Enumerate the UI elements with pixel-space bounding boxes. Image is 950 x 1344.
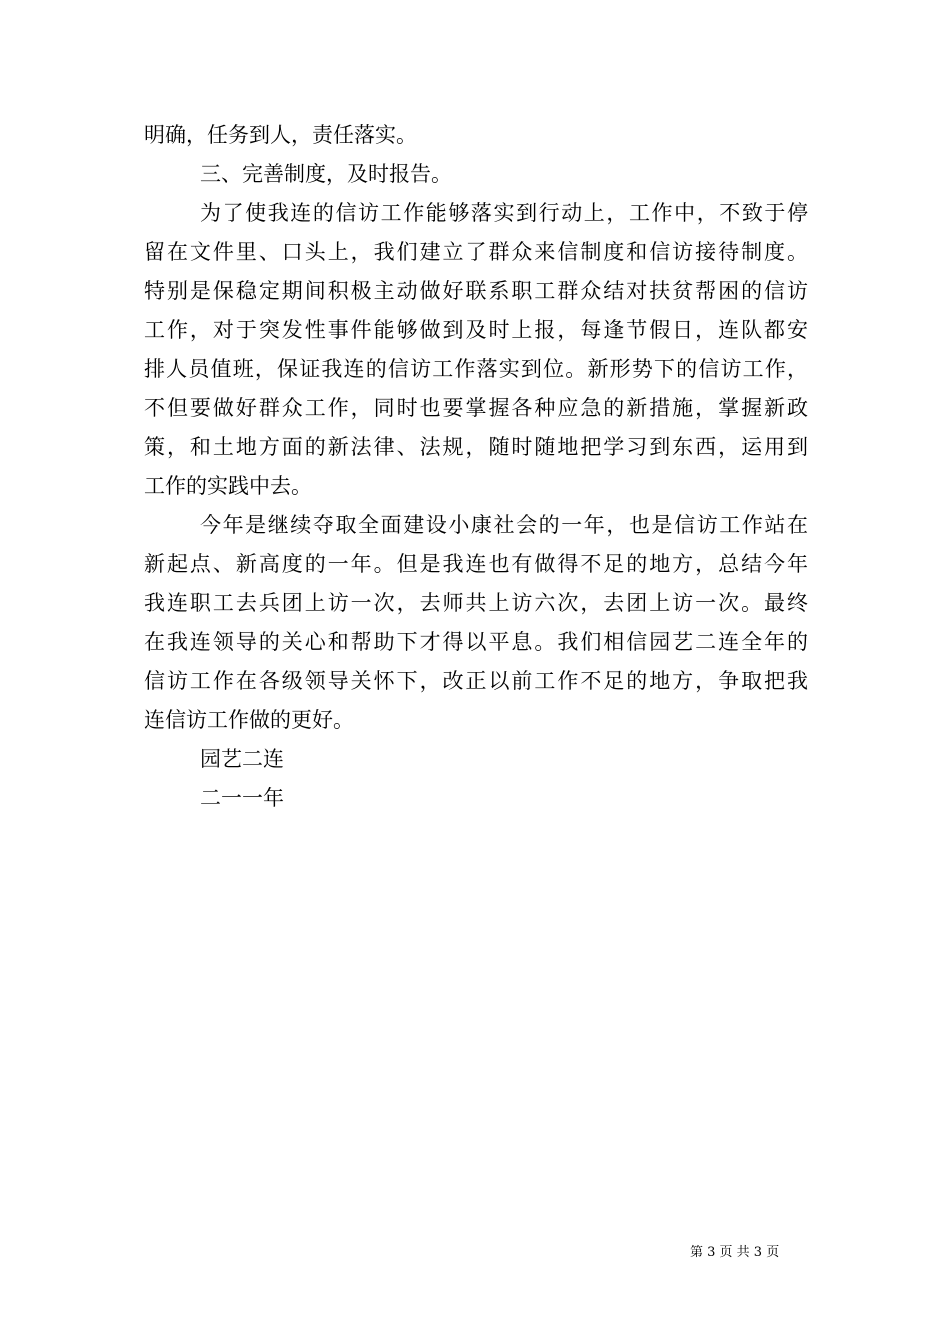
text-line: 不但要做好群众工作，同时也要掌握各种应急的新措施，掌握新政 [144,396,808,420]
text-line: 信访工作在各级领导关怀下，改正以前工作不足的地方，争取把我 [144,669,808,693]
text-line: 连信访工作做的更好。 [144,708,354,732]
text-line: 排人员值班，保证我连的信访工作落实到位。新形势下的信访工作， [144,357,808,381]
text-line: 工作，对于突发性事件能够做到及时上报，每逢节假日，连队都安 [144,318,808,342]
document-body [144,116,808,818]
text-line: 今年是继续夺取全面建设小康社会的一年，也是信访工作站在 [200,513,808,537]
text-line: 我连职工去兵团上访一次，去师共上访六次，去团上访一次。最终 [144,591,808,615]
text-line: 在我连领导的关心和帮助下才得以平息。我们相信园艺二连全年的 [144,630,808,654]
text-line: 工作的实践中去。 [144,474,312,498]
text-line: 留在文件里、口头上，我们建立了群众来信制度和信访接待制度。 [144,240,808,264]
page-number: 第 3 页 共 3 页 [690,1245,780,1260]
text-line: 特别是保稳定期间积极主动做好联系职工群众结对扶贫帮困的信访 [144,279,808,303]
text-line: 明确，任务到人，责任落实。 [144,123,417,147]
text-line: 为了使我连的信访工作能够落实到行动上，工作中，不致于停 [200,201,808,225]
section-heading: 三、完善制度，及时报告。 [200,162,452,186]
signature-org: 园艺二连 [200,747,284,771]
text-line: 策，和土地方面的新法律、法规，随时随地把学习到东西，运用到 [144,435,808,459]
signature-date: 二一一年 [200,786,284,810]
text-line: 新起点、新高度的一年。但是我连也有做得不足的地方，总结今年 [144,552,808,576]
